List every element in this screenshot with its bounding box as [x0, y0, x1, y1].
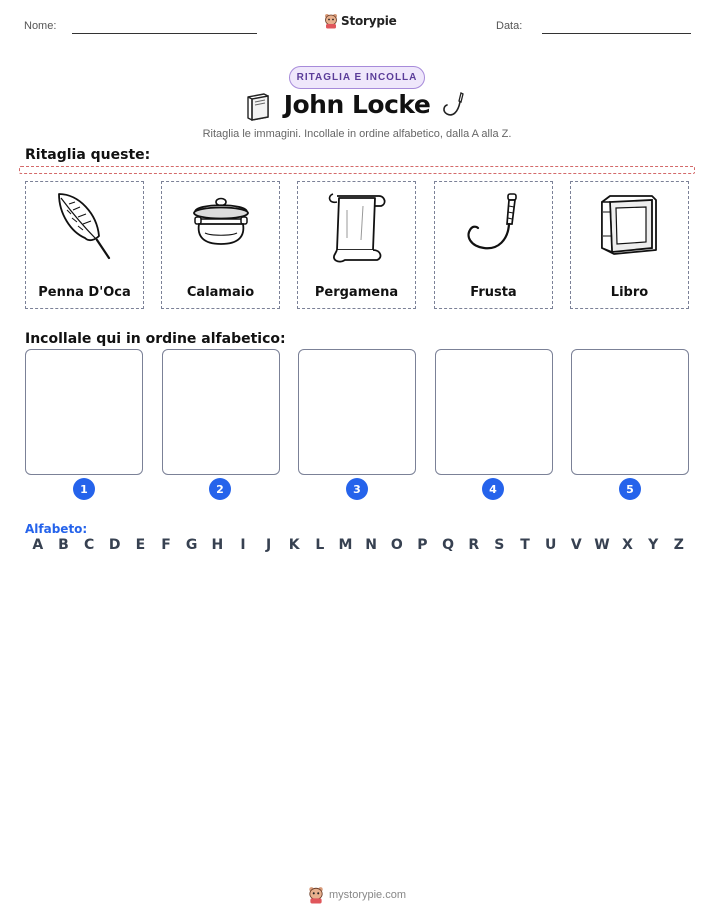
card-label: Libro	[610, 285, 649, 300]
cut-line	[19, 166, 695, 174]
footer-website: mystorypie.com	[328, 889, 407, 901]
bear-mascot-icon	[308, 886, 324, 904]
alphabet-letter: D	[108, 537, 121, 553]
alphabet-letter: I	[240, 537, 246, 553]
alphabet-title: Alfabeto:	[25, 522, 88, 536]
whip-icon	[454, 188, 534, 266]
paste-box-2[interactable]	[162, 349, 280, 475]
alphabet-letter: R	[468, 537, 480, 553]
position-number: 5	[619, 478, 641, 500]
quill-icon	[45, 188, 125, 266]
alphabet-letter: B	[58, 537, 69, 553]
book-icon	[590, 188, 670, 266]
cut-card-scroll[interactable]	[297, 181, 416, 309]
footer	[0, 886, 714, 904]
position-number: 4	[482, 478, 504, 500]
alphabet-row	[25, 537, 692, 553]
alphabet-letter: X	[622, 537, 633, 553]
alphabet-letter: Z	[673, 537, 684, 553]
alphabet-letter: H	[211, 537, 224, 553]
alphabet-letter: A	[32, 537, 44, 553]
brand-name: Storypie	[341, 14, 397, 28]
cut-card-whip[interactable]	[434, 181, 553, 309]
alphabet-letter: S	[494, 537, 505, 553]
activity-badge: RITAGLIA E INCOLLA	[289, 66, 425, 89]
bear-mascot-icon	[324, 13, 338, 29]
storypie-logo	[324, 13, 397, 29]
cut-card-quill[interactable]	[25, 181, 144, 309]
alphabet-letter: M	[338, 537, 353, 553]
alphabet-letter: W	[594, 537, 610, 553]
position-number: 1	[73, 478, 95, 500]
position-number: 3	[346, 478, 368, 500]
alphabet-letter: U	[544, 537, 557, 553]
alphabet-letter: E	[135, 537, 146, 553]
alphabet-letter: Q	[442, 537, 455, 553]
cut-card-inkpot[interactable]	[161, 181, 280, 309]
paste-box-4[interactable]	[435, 349, 553, 475]
paste-box-3[interactable]	[298, 349, 416, 475]
alphabet-letter: V	[570, 537, 582, 553]
card-label: Penna D'Oca	[38, 285, 131, 300]
cut-card-book[interactable]	[570, 181, 689, 309]
name-line	[72, 33, 257, 34]
card-label: Pergamena	[314, 285, 399, 300]
paste-section-title: Incollale qui in ordine alfabetico:	[25, 331, 286, 347]
paste-box-1[interactable]	[25, 349, 143, 475]
alphabet-letter: Y	[648, 537, 659, 553]
paste-box-5[interactable]	[571, 349, 689, 475]
date-label: Data:	[496, 20, 523, 32]
position-number: 2	[209, 478, 231, 500]
scroll-icon	[317, 188, 397, 266]
alphabet-letter: G	[185, 537, 198, 553]
whip-icon	[441, 90, 467, 120]
alphabet-letter: N	[365, 537, 377, 553]
name-label: Nome:	[24, 20, 57, 32]
card-label: Calamaio	[186, 285, 255, 300]
alphabet-letter: T	[520, 537, 530, 553]
date-line	[542, 33, 691, 34]
alphabet-letter: K	[288, 537, 300, 553]
alphabet-letter: O	[390, 537, 403, 553]
cut-section-title: Ritaglia queste:	[25, 147, 151, 163]
instructions: Ritaglia le immagini. Incollale in ordine alfabetico, dalla A alla Z.	[202, 128, 512, 140]
alphabet-letter: P	[417, 537, 428, 553]
card-label: Frusta	[470, 285, 517, 300]
alphabet-letter: C	[83, 537, 95, 553]
page-title: John Locke	[283, 90, 431, 119]
inkpot-icon	[181, 188, 261, 266]
alphabet-letter: J	[265, 537, 272, 553]
alphabet-letter: F	[161, 537, 171, 553]
alphabet-letter: L	[315, 537, 325, 553]
